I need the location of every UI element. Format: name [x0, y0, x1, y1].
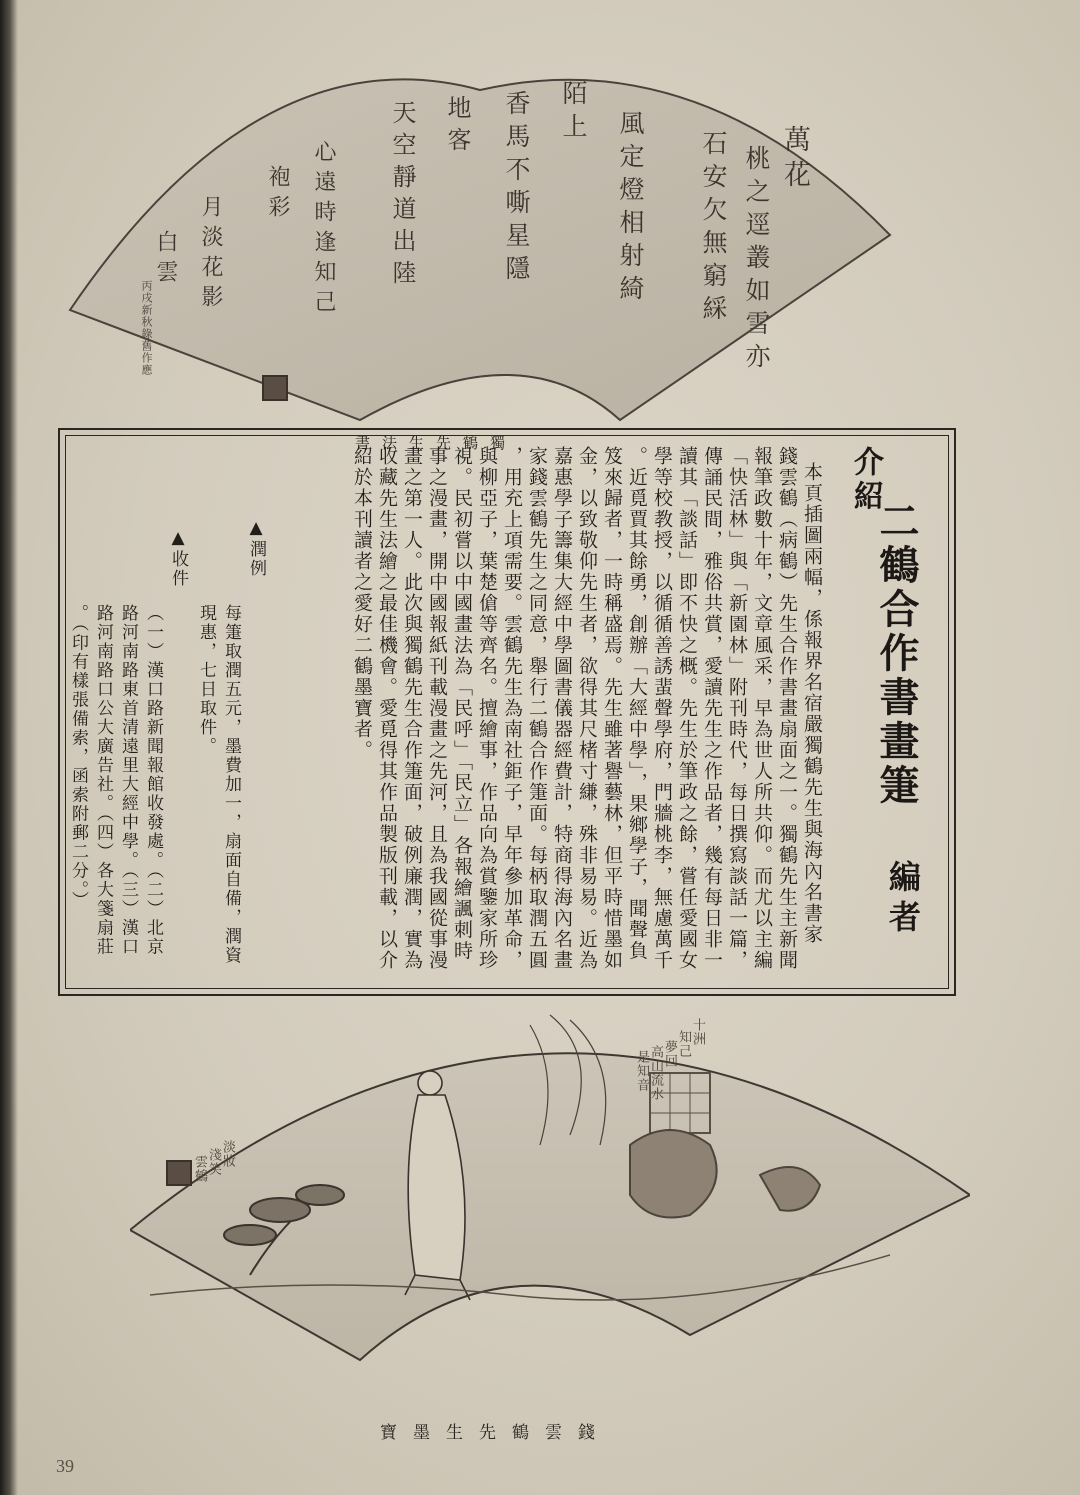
painting-signature: 雲鶴	[192, 1155, 207, 1183]
notice-title: 二鶴合作書畫箑	[873, 500, 919, 808]
calligraphy-column: 萬花	[779, 125, 810, 195]
calligraphy-column: 石安欠無窮綵	[699, 130, 728, 328]
binding-shadow	[0, 0, 18, 1495]
terms-line: （一）漢口路新聞報館收發處。（二）北京	[143, 604, 163, 957]
terms-line: 現惠，七日取件。	[196, 604, 216, 756]
painting-inscription: 是知音	[634, 1050, 649, 1092]
notice-column: 與柳亞子，葉楚傖等齊名。擅繪事，作品向為賞鑒家所珍	[476, 446, 498, 971]
painting-inscription: 十洲	[690, 1018, 705, 1046]
notice-column: 讀其「談話」即不快之概。先生於筆政之餘，嘗任愛國女	[676, 446, 698, 971]
calligraphy-column: 香馬不嘶星隱	[502, 90, 531, 288]
terms-label-fee: ▲潤例	[246, 518, 266, 578]
notice-column: 錢雲鶴（病鶴）先生合作書畫扇面之一。獨鶴先生主新聞	[776, 446, 798, 971]
painting-inscription: 淡妝	[220, 1140, 235, 1168]
painting-inscription: 淺笑	[206, 1148, 221, 1176]
notice-column: 金，以致敬仰先生者，欲得其尺楮寸縑，殊非易易。近為	[576, 446, 598, 971]
calligraphy-column: 月淡花影	[198, 195, 223, 315]
notice-column: 畫之第一人。此次與獨鶴先生合作箑面，破例廉潤，實為	[401, 446, 423, 971]
notice-column: 報筆政數十年，文章風采，早為世人所共仰。而尤以主編	[751, 446, 773, 971]
painting-inscription: 知己	[676, 1030, 691, 1058]
notice-editor: 編者	[884, 860, 922, 940]
calligraphy-column: 陌上	[559, 80, 588, 146]
notice-column: 紹於本刊讀者之愛好二鶴墨寶者。	[351, 446, 373, 761]
notice-column: 本頁插圖兩幅，係報界名宿嚴獨鶴先生與海內名書家	[801, 462, 823, 945]
notice-column: 事之漫畫，開中國報紙刊載漫畫之先河，且為我國從事漫	[426, 446, 448, 971]
notice-column: 視。民初嘗以中國畫法為「民呼」「民立」各報繪諷刺時	[451, 446, 473, 962]
calligraphy-column: 桃之逕叢如雪亦	[742, 145, 771, 376]
notice-column: 嘉惠學子籌集大經中學圖書儀器經費計，特商得海內名畫	[551, 446, 573, 971]
terms-line: 每箑取潤五元，墨費加一，扇面自備，潤資	[221, 604, 241, 965]
calligraphy-column: 天空靜道出陸	[388, 100, 416, 292]
notice-column: 笈來歸者，一時稱盛焉。先生雖著譽藝林，但平時惜墨如	[601, 446, 623, 971]
top-fan-shape	[60, 70, 900, 440]
top-fan-caption: 獨鶴先生法書	[355, 434, 518, 452]
notice-column: 「快活林」與「新園林」附刊時代，每日撰寫談話一篇，	[726, 446, 748, 971]
top-fan-calligraphy	[60, 70, 900, 440]
notice-column: 傳誦民間，雅俗共賞，愛讀先生之作品者，幾有每日非一	[701, 446, 723, 971]
calligraphy-signature: 丙戌新秋錄舊作應	[140, 280, 153, 376]
terms-line: 。（印有樣張備索，函索附郵二分。）	[68, 604, 88, 910]
terms-line: 路河南路口公大廣告社。（四）各大箋扇莊	[93, 604, 113, 957]
seal-stamp	[166, 1160, 192, 1186]
terms-label-collect: ▲收件	[168, 528, 188, 588]
bottom-fan-caption: 錢雲鶴先生墨寶	[380, 1423, 611, 1443]
page-number: 39	[56, 1456, 74, 1476]
notice-column: 學等校教授，以循循善誘蜚聲學府，門牆桃李，無慮萬千	[651, 446, 673, 971]
painting-inscription: 高山流水	[648, 1045, 663, 1101]
bottom-fan-shape	[130, 995, 970, 1365]
notice-title-tag: 介紹	[848, 446, 883, 514]
notice-column: 。近覓賈其餘勇，創辦「大經中學」，果鄉學子，聞聲負	[626, 446, 648, 962]
seal-stamp	[262, 375, 288, 401]
bottom-fan-painting	[130, 995, 970, 1365]
calligraphy-column: 白雲	[153, 230, 178, 290]
calligraphy-column: 風定燈相射綺	[616, 110, 645, 308]
calligraphy-column: 心遠時逢知己	[311, 140, 336, 320]
notice-column: 家錢雲鶴先生之同意，舉行二鶴合作箑面。每柄取潤五圓	[526, 446, 548, 971]
notice-column: 收藏先生法繪之最佳機會。愛覓得其作品製版刊載，以介	[376, 446, 398, 971]
calligraphy-column: 地客	[443, 95, 471, 159]
calligraphy-column: 袍彩	[265, 165, 290, 225]
painting-inscription: 夢回	[662, 1040, 677, 1068]
terms-line: 路河南路東首清遠里大經中學。（三）漢口	[118, 604, 138, 957]
notice-column: ，用充上項需要。雲鶴先生為南社鉅子，早年參加革命，	[501, 446, 523, 971]
